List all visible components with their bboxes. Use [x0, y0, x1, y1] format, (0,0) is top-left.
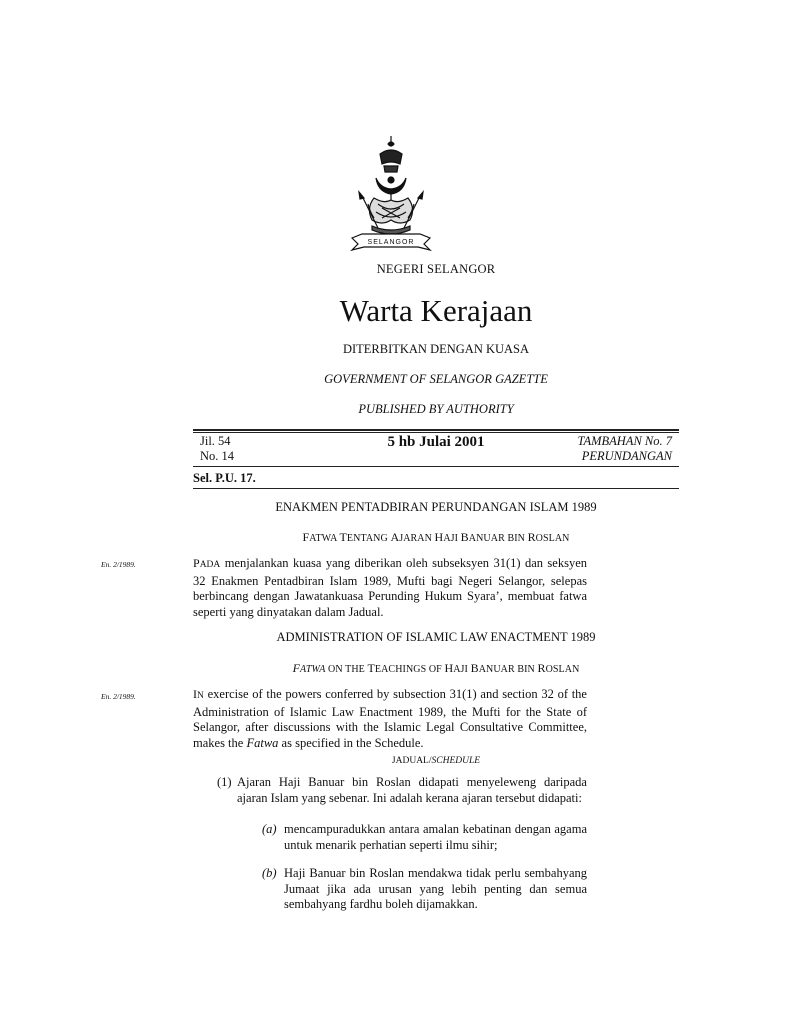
published-by-authority-en: PUBLISHED BY AUTHORITY [358, 402, 514, 416]
reference-rule [193, 488, 679, 489]
schedule-subitem-b [262, 866, 587, 913]
state-name: NEGERI SELANGOR [376, 262, 496, 276]
selangor-crest-icon [348, 134, 434, 256]
publication-reference: Sel. P.U. 17. [193, 471, 256, 485]
subitem-label: (b) [262, 866, 277, 880]
item-text: Ajaran Haji Banuar bin Roslan didapati menyeleweng daripada ajaran Islam yang sebenar. Ini adalah kerana ajaran tersebut didapati: [237, 775, 587, 805]
header-top-rule [193, 429, 679, 431]
schedule-item-1 [217, 775, 587, 806]
item-number: (1) [217, 775, 232, 789]
header-top-rule-thin [193, 432, 679, 433]
volume-number: Jil. 54 [200, 434, 231, 448]
gazette-name-en: GOVERNMENT OF SELANGOR GAZETTE [324, 372, 548, 386]
published-by-authority-ms: DITERBITKAN DENGAN KUASA [342, 342, 530, 356]
preamble-ms: PADA menjalankan kuasa yang diberikan oleh subseksyen 31(1) dan seksyen 32 Enakmen Pentadbiran Islam 1989, Mufti bagi Negeri Selangor, selepas berbincang dengan Jawatankuasa Perunding Hukum Syara’, membuat fatwa seperti yang dinyatakan dalam Jadual. [193, 556, 587, 619]
enactment-title-en: ADMINISTRATION OF ISLAMIC LAW ENACTMENT 1989 [276, 630, 596, 644]
supplement-number: TAMBAHAN No. 7 [577, 434, 672, 448]
margin-note-ms: En. 2/1989. [101, 560, 136, 569]
gazette-title: Warta Kerajaan [339, 293, 533, 328]
fatwa-title-ms: FATWA TENTANG AJARAN HAJI BANUAR BIN ROSLAN [302, 530, 570, 544]
subitem-text: Haji Banuar bin Roslan mendakwa tidak perlu sembahyang Jumaat jika ada urusan yang lebih penting dan semua sembahyang fardhu boleh dijamakkan. [284, 866, 587, 911]
issue-date: 5 hb Julai 2001 [387, 434, 485, 450]
crest-ribbon-text: SELANGOR [367, 239, 415, 246]
enactment-title-ms: ENAKMEN PENTADBIRAN PERUNDANGAN ISLAM 1989 [275, 500, 597, 514]
preamble-en: IN exercise of the powers conferred by subsection 31(1) and section 32 of the Administration of Islamic Law Enactment 1989, the Mufti for the State of Selangor, after discussions with the Islamic Legal Consultative Committee, makes the Fatwa as specified in the Schedule. [193, 687, 587, 750]
margin-note-en: En. 2/1989. [101, 692, 136, 701]
schedule-heading: JADUAL/SCHEDULE [391, 756, 481, 766]
issue-number: No. 14 [200, 449, 235, 463]
header-bottom-rule [193, 466, 679, 467]
subitem-label: (a) [262, 822, 277, 836]
supplement-category: PERUNDANGAN [581, 449, 672, 463]
schedule-subitem-a [262, 822, 587, 853]
fatwa-title-en: FATWA ON THE TEACHINGS OF HAJI BANUAR BIN ROSLAN [292, 661, 580, 675]
subitem-text: mencampuradukkan antara amalan kebatinan dengan agama untuk menarik perhatian seperti ilmu sihir; [284, 822, 587, 852]
